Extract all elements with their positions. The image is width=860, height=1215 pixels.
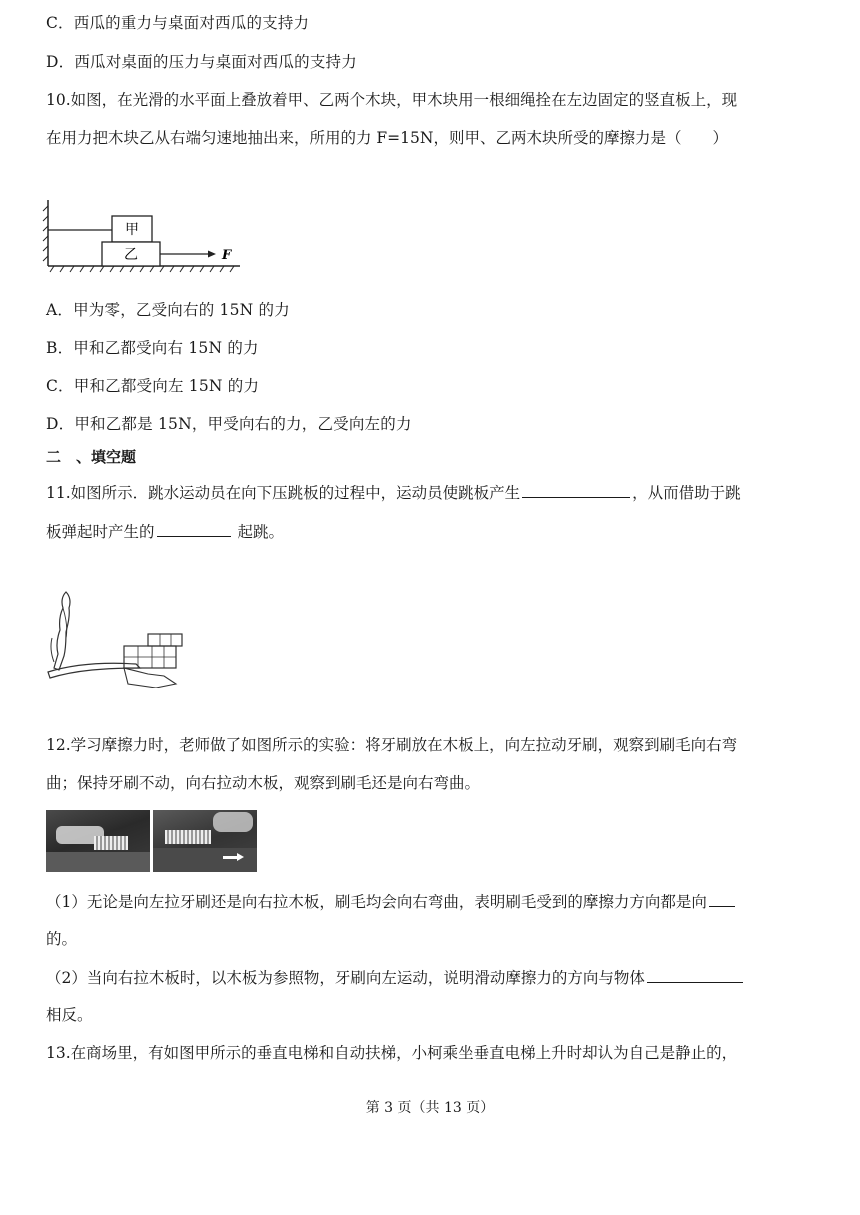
q10-option-c: C．甲和乙都受向左 15N 的力 bbox=[46, 377, 260, 395]
q11-blank-2[interactable] bbox=[157, 520, 231, 537]
q12-stem-line2: 曲；保持牙刷不动，向右拉动木板，观察到刷毛还是向右弯曲。 bbox=[46, 774, 481, 792]
q12-sub2-line1 bbox=[46, 966, 820, 989]
q12-blank-1[interactable] bbox=[709, 890, 735, 907]
q11-blank-1[interactable] bbox=[522, 481, 630, 498]
q12-stem-line1: 12.学习摩擦力时，老师做了如图所示的实验：将牙刷放在木板上，向左拉动牙刷，观察到刷毛向右弯 bbox=[46, 736, 738, 754]
q11-figure bbox=[44, 588, 194, 688]
q11-line1-text-a: 11.如图所示．跳水运动员在向下压跳板的过程中，运动员使跳板产生 bbox=[46, 484, 521, 502]
q11-line1-text-b: ，从而借助于跳 bbox=[632, 484, 741, 502]
section-title-fill-in: 二 、填空题 bbox=[46, 448, 137, 466]
block-yi-label: 乙 bbox=[124, 247, 138, 263]
q10-option-d: D．甲和乙都是 15N，甲受向右的力，乙受向左的力 bbox=[46, 415, 412, 433]
q12-sub2-line2: 相反。 bbox=[46, 1006, 93, 1024]
q12-sub2-text: （2）当向右拉木板时，以木板为参照物，牙刷向左运动，说明滑动摩擦力的方向与物体 bbox=[46, 969, 645, 987]
q13-stem-line1: 13.在商场里，有如图甲所示的垂直电梯和自动扶梯，小柯乘坐垂直电梯上升时却认为自己是静止的， bbox=[46, 1044, 738, 1062]
q12-sub1-line2: 的。 bbox=[46, 930, 78, 948]
page-footer: 第 3 页（共 13 页） bbox=[365, 1100, 495, 1116]
q10-stem-line2: 在用力把木块乙从右端匀速地抽出来，所用的力 F=15N，则甲、乙两木块所受的摩擦力是（ ） bbox=[46, 129, 728, 147]
q10-stem-line1: 10.如图，在光滑的水平面上叠放着甲、乙两个木块，甲木块用一根细绳拴在左边固定的竖直板上，现 bbox=[46, 91, 738, 109]
q12-blank-2[interactable] bbox=[647, 966, 743, 983]
q12-sub1-text: （1）无论是向左拉牙刷还是向右拉木板，刷毛均会向右弯曲，表明刷毛受到的摩擦力方向都是向 bbox=[46, 893, 707, 911]
q10-diagram bbox=[40, 196, 250, 274]
q10-figure bbox=[40, 196, 250, 274]
force-f-label: F bbox=[222, 248, 232, 263]
q11-line2-text-b: 起跳。 bbox=[232, 523, 284, 541]
diver-springboard-illustration bbox=[44, 588, 194, 688]
q12-sub1-line1 bbox=[46, 890, 820, 913]
q11-line2-text-a: 板弹起时产生的 bbox=[46, 523, 155, 541]
q10-option-b: B．甲和乙都受向右 15N 的力 bbox=[46, 339, 259, 357]
q11-line1 bbox=[46, 481, 820, 504]
q9-option-c: C．西瓜的重力与桌面对西瓜的支持力 bbox=[46, 14, 310, 32]
q9-option-d: D．西瓜对桌面的压力与桌面对西瓜的支持力 bbox=[46, 53, 357, 71]
toothbrush-photo-right bbox=[153, 810, 257, 872]
toothbrush-photo-left bbox=[46, 810, 150, 872]
block-jia-label: 甲 bbox=[125, 222, 139, 238]
q10-option-a: A．甲为零，乙受向右的 15N 的力 bbox=[46, 301, 290, 319]
q11-line2 bbox=[46, 520, 820, 543]
